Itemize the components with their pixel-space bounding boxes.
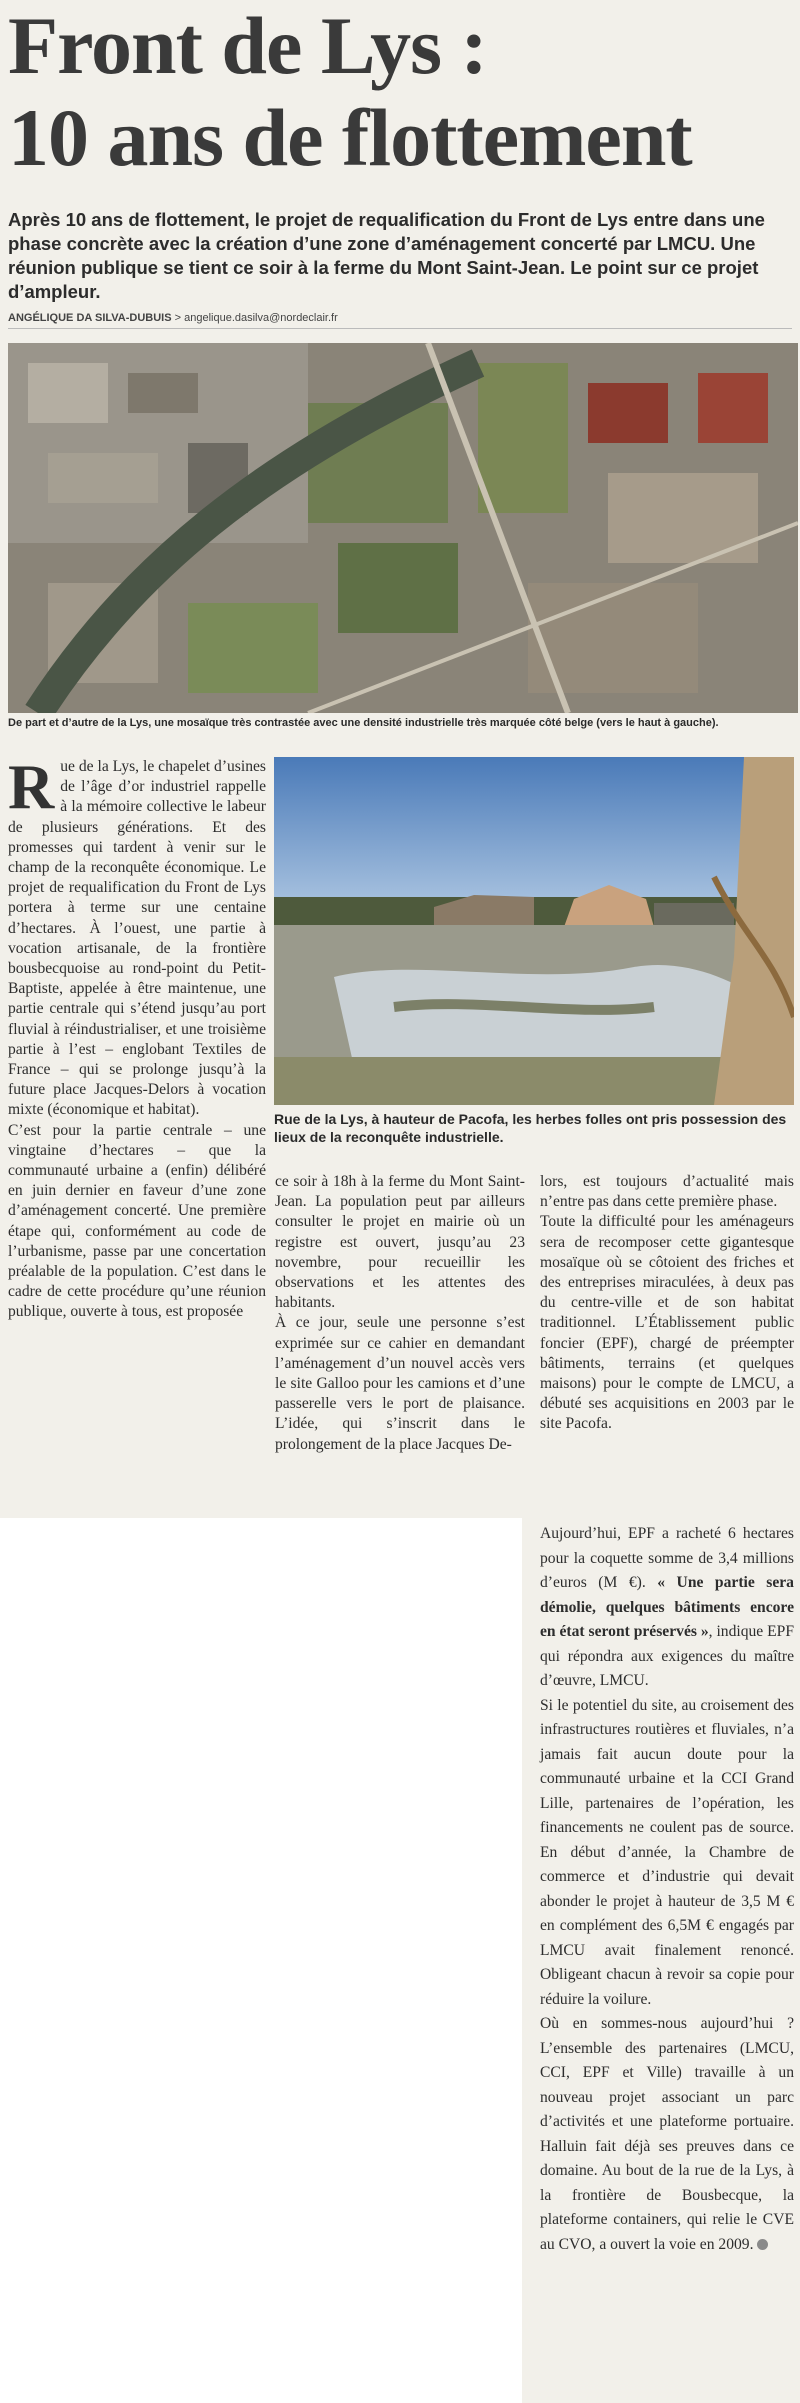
byline-author: ANGÉLIQUE DA SILVA-DUBUIS — [8, 312, 172, 324]
column-4-paragraph-1-end: , indique EPF qui répondra aux exigences du maître d’œuvre, LMCU. — [540, 1623, 795, 1689]
column-4-paragraph-3-text: Où en sommes-nous aujourd’hui ? L’ensemble des partenaires (LMCU, CCI, EPF et Ville) travaille à un nouveau projet associant un parc d’activités et une plateforme portuaire. Halluin fait déjà ses preuves dans ce domaine. Au bout de la rue de la Lys, à la frontière de Bousbecque, la plateforme containers, qui relie le CVE au CVO, a ouvert la voie en 2009. — [540, 2015, 794, 2253]
epf-quote: « Une partie sera démolie, quelques bâtiments encore en état seront préservés » — [540, 1574, 794, 1640]
byline-email: > angelique.dasilva@nordeclair.fr — [171, 312, 338, 324]
column-3 — [540, 1172, 794, 1435]
aerial-photo-drawing — [8, 343, 798, 713]
column-4-paragraph-2: Si le potentiel du site, au croisement des infrastructures routières et fluviales, n’a jamais fait aucun doute pour la communauté urbaine et la CCI Grand Lille, partenaires de l’opération, les financements ne coulent pas de source. En début d’année, la Chambre de commerce et d’industrie qui devait abonder le projet à hauteur de 3,5 M € en complément des 6,5M € engagés par LMCU avait finalement renoncé. Obligeant chacun à revoir sa copie pour réduire la voilure. — [540, 1696, 794, 2008]
article-lead: Après 10 ans de flottement, le projet de requalification du Front de Lys entre dans une phase concrète avec la création d’une zone d’aménagement concerté par LMCU. Une réunion publique se tient ce soir à la ferme du Mont Saint-Jean. Le point sur ce projet d’ampleur. — [8, 209, 765, 302]
column-4 — [540, 1522, 794, 2257]
column-4-paragraph-1 — [540, 1522, 794, 1694]
column-1-paragraph-2: C’est pour la partie centrale – une vingtaine d’hectares – que la communauté urbaine a (enfin) délibéré en juin dernier en faveur d’une zone d’aménagement concerté. Une première étape qui, conformément au code de l’urbanisme, passe par une concertation préalable de la population. C’est dans le cadre de cette procédure qu’une réunion publique, ouverte à tous, est proposée — [8, 1121, 266, 1321]
column-1 — [8, 751, 266, 1323]
title-line-2: 10 ans de flottement — [8, 92, 692, 183]
column-2-paragraph-2: À ce jour, seule une personne s’est exprimée sur ce cahier en demandant l’aménagement d’un nouvel accès vers le site Galloo pour les camions et d’une passerelle vers le port de plaisance. L’idée, qui s’inscrit dans le prolongement de la place Jacques De- — [275, 1314, 525, 1453]
column-3-paragraph-1: lors, est toujours d’actualité mais n’entre pas dans cette première phase. — [540, 1173, 794, 1211]
drop-cap: R — [8, 751, 55, 822]
column-3-paragraph-2: Toute la difficulté pour les aménageurs sera de recomposer cette gigantesque mosaïque où se côtoient des friches et des entreprises miraculées, à deux pas du centre-ville et de son habitat traditionnel. L’Établissement public foncier (EPF), chargé de préempter bâtiments, terrains (et quelques maisons) pour le compte de LMCU, a débuté ses acquisitions en 2003 par le site Pacofa. — [540, 1213, 794, 1433]
column-2 — [275, 1172, 525, 1455]
street-photo-caption: Rue de la Lys, à hauteur de Pacofa, les herbes folles ont pris possession des lieux de la reconquête industrielle. — [274, 1111, 787, 1145]
byline — [8, 312, 792, 329]
street-photo — [274, 757, 794, 1105]
end-of-article-bullet-icon — [757, 2239, 768, 2250]
title-line-1: Front de Lys : — [8, 0, 487, 91]
street-photo-drawing — [274, 757, 794, 1105]
aerial-photo-caption: De part et d’autre de la Lys, une mosaïque très contrastée avec une densité industrielle très marquée côté belge (vers le haut à gauche). — [8, 717, 719, 729]
column-1-paragraph-1: ue de la Lys, le chapelet d’usines de l’âge d’or industriel rappelle à la mémoire collective le labeur de plusieurs générations. Et des promesses qui tardent à venir sur le champ de la reconquête économique. Le projet de requalification du Front de Lys portera à terme sur une centaine d’hectares. À l’ouest, une partie à vocation artisanale, de la frontière bousbecquoise au rond-point du Petit-Baptiste, appelée à être maintenue, une partie centrale qui s’étend jusqu’au port fluvial à réindustrialiser, et une troisième partie à l’est – englobant Textiles de France – qui se prolonge jusqu’à la future place Jacques-Delors à vocation mixte (économique et habitat). — [8, 758, 266, 1119]
aerial-photo — [8, 343, 798, 713]
column-2-paragraph-1: ce soir à 18h à la ferme du Mont Saint-Jean. La population peut par ailleurs consulter le projet en mairie où un registre est ouvert, jusqu’au 23 novembre, pour recueillir les observations et les attentes des habitants. — [275, 1173, 525, 1312]
article-title — [8, 0, 792, 184]
column-4-paragraph-1-start: Aujourd’hui, EPF a racheté 6 hectares pour la coquette somme de 3,4 millions d’euros (M €). — [540, 1525, 794, 1591]
column-4-paragraph-3 — [540, 2012, 794, 2257]
